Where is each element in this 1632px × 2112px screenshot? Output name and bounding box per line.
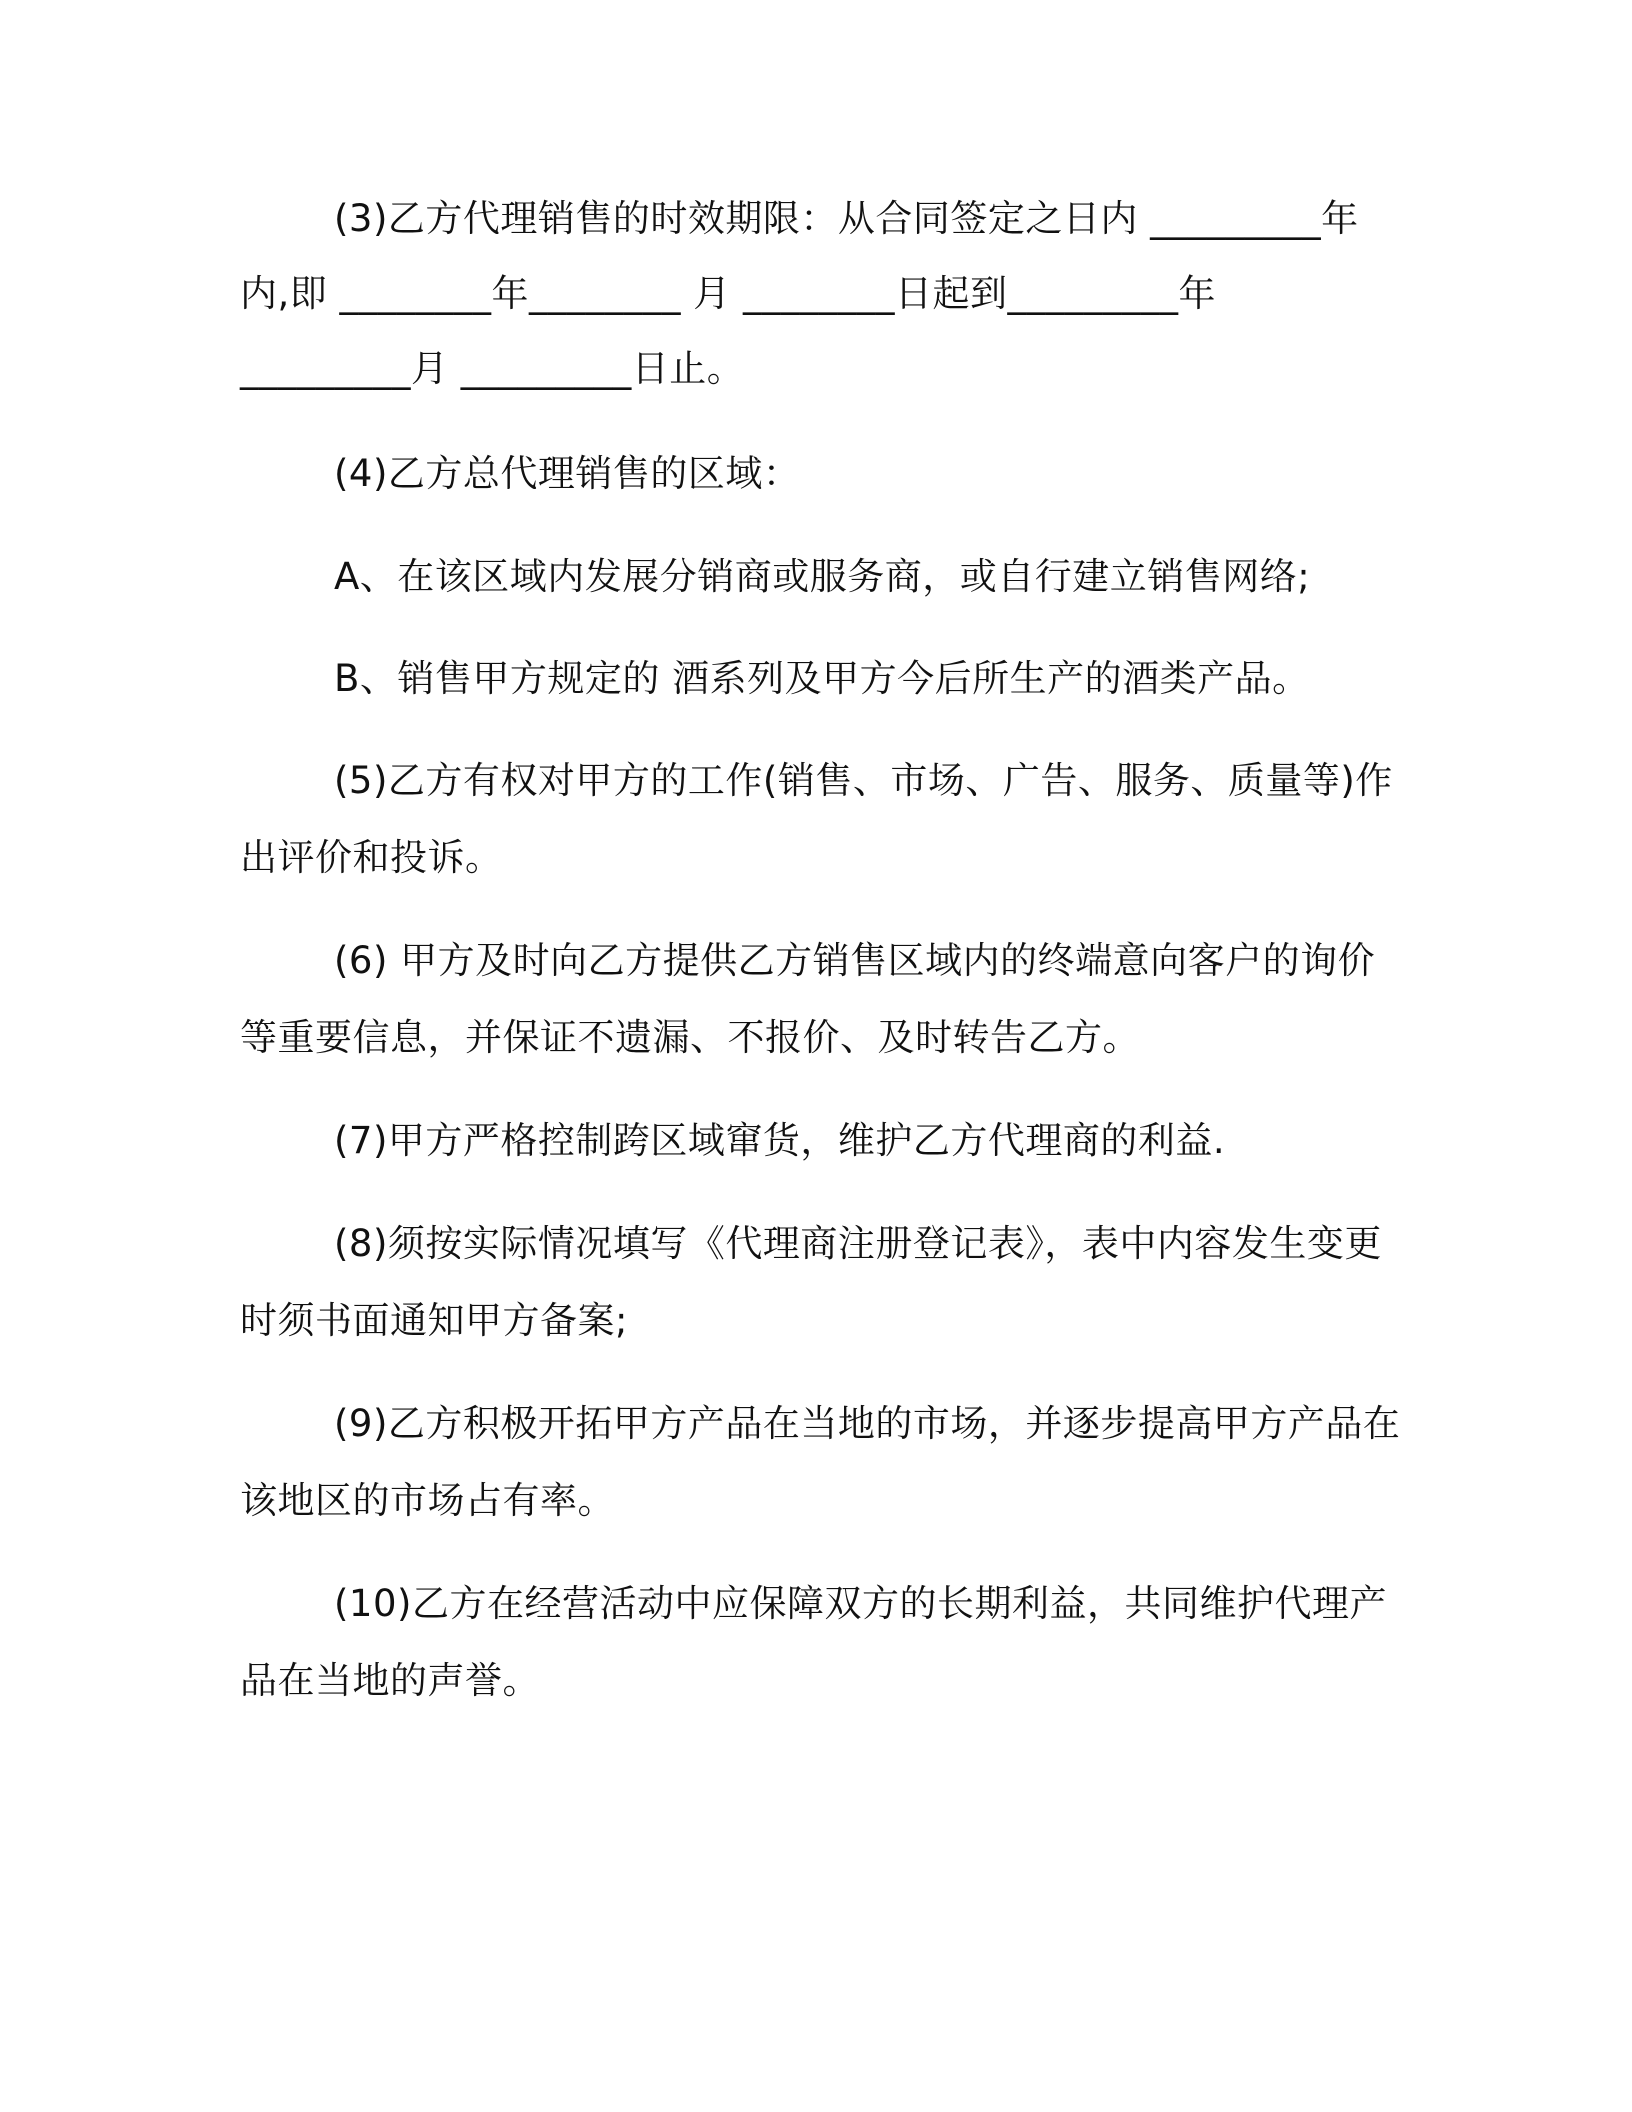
clause-5-line-2: 出评价和投诉。 bbox=[240, 836, 503, 879]
clause-10-line-2: 品在当地的声誉。 bbox=[240, 1659, 540, 1702]
clause-8-line-2: 时须书面通知甲方备案; bbox=[240, 1299, 628, 1342]
clause-3-line-1: (3)乙方代理销售的时效期限：从合同签定之日内 _________年 bbox=[334, 197, 1359, 240]
clause-7-line-1: (7)甲方严格控制跨区域窜货，维护乙方代理商的利益. bbox=[334, 1119, 1226, 1162]
clause-4-item-a: A、在该区域内发展分销商或服务商，或自行建立销售网络; bbox=[334, 555, 1311, 598]
clause-4-item-b: B、销售甲方规定的 酒系列及甲方今后所生产的酒类产品。 bbox=[334, 657, 1310, 700]
clause-10-line-1: (10)乙方在经营活动中应保障双方的长期利益，共同维护代理产 bbox=[334, 1582, 1387, 1625]
clause-3-line-3: _________月 _________日止。 bbox=[240, 347, 745, 390]
clause-9-line-1: (9)乙方积极开拓甲方产品在当地的市场，并逐步提高甲方产品在 bbox=[334, 1402, 1401, 1445]
clause-6-line-2: 等重要信息，并保证不遗漏、不报价、及时转告乙方。 bbox=[240, 1016, 1140, 1059]
clause-5-line-1: (5)乙方有权对甲方的工作(销售、市场、广告、服务、质量等)作 bbox=[334, 759, 1393, 802]
clause-4-line-1: (4)乙方总代理销售的区域： bbox=[334, 452, 801, 495]
clause-8-line-1: (8)须按实际情况填写《代理商注册登记表》，表中内容发生变更 bbox=[334, 1222, 1382, 1265]
clause-6-line-1: (6) 甲方及时向乙方提供乙方销售区域内的终端意向客户的询价 bbox=[334, 939, 1376, 982]
clause-9-line-2: 该地区的市场占有率。 bbox=[240, 1479, 615, 1522]
clause-3-line-2: 内,即 ________年________ 月 ________日起到_________年 bbox=[240, 272, 1217, 315]
